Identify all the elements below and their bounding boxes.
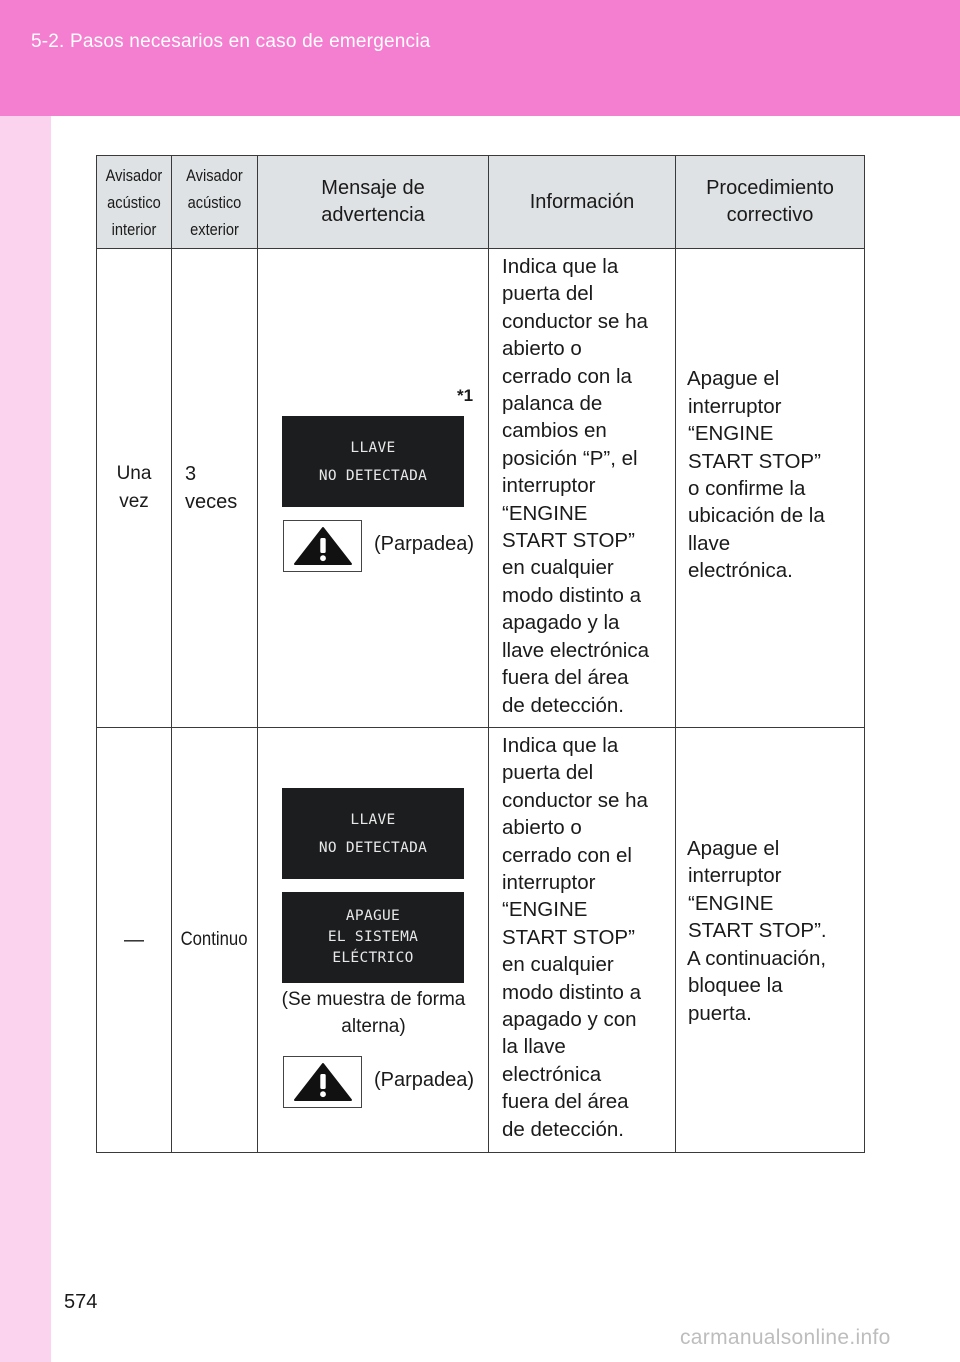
procedure-cell: Apague el interruptor “ENGINE START STOP”. A continuación, bloquee la puerta. — [676, 728, 865, 1153]
interior-buzzer-cell: Una vez — [97, 249, 172, 728]
col-header-info: Información — [489, 156, 676, 249]
info-cell: Indica que la puerta del conductor se ha abierto o cerrado con la palanca de cambios en posición “P”, el interruptor “ENGINE START STOP” en cualquier modo distinto a apagado y la llave electrónica fuera del área de detección. — [489, 249, 676, 728]
footnote-marker: *1 — [457, 386, 474, 405]
blink-label: (Parpadea) — [374, 533, 475, 555]
watermark: carmanualsonline.info — [680, 1326, 891, 1349]
side-strip — [0, 116, 51, 1362]
warning-table — [96, 155, 865, 1153]
col-header-exterior-buzzer: Avisador acústico exterior — [172, 156, 258, 249]
warning-triangle-icon — [283, 1056, 362, 1108]
blink-label: (Parpadea) — [374, 1069, 475, 1091]
col-header-message: Mensaje de advertencia — [258, 156, 489, 249]
alternate-display-note: (Se muestra de forma alterna) — [281, 989, 466, 1037]
warning-message-cell — [258, 728, 489, 1153]
table-row — [97, 728, 865, 1153]
procedure-cell: Apague el interruptor “ENGINE START STOP” o confirme la ubicación de la llave electrónica. — [676, 249, 865, 728]
warning-triangle-icon — [283, 520, 362, 572]
header-band — [0, 0, 960, 116]
page-number: 574 — [64, 1291, 98, 1313]
section-title: 5-2. Pasos necesarios en caso de emergencia — [31, 31, 431, 52]
lcd-display: APAGUE EL SISTEMA ELÉCTRICO — [282, 892, 464, 983]
table-header-row — [97, 156, 865, 249]
interior-buzzer-cell: — — [97, 728, 172, 1153]
col-header-procedure: Procedimiento correctivo — [676, 156, 865, 249]
exterior-buzzer-cell: Continuo — [172, 728, 258, 1153]
table-row — [97, 249, 865, 728]
warning-message-cell — [258, 249, 489, 728]
exterior-buzzer-cell: 3 veces — [172, 249, 258, 728]
lcd-display: LLAVE NO DETECTADA — [282, 788, 464, 879]
col-header-interior-buzzer: Avisador acústico interior — [97, 156, 172, 249]
info-cell: Indica que la puerta del conductor se ha abierto o cerrado con el interruptor “ENGINE START STOP” en cualquier modo distinto a apagado y con la llave electrónica fuera del área de detección. — [489, 728, 676, 1153]
lcd-display: LLAVE NO DETECTADA — [282, 416, 464, 507]
